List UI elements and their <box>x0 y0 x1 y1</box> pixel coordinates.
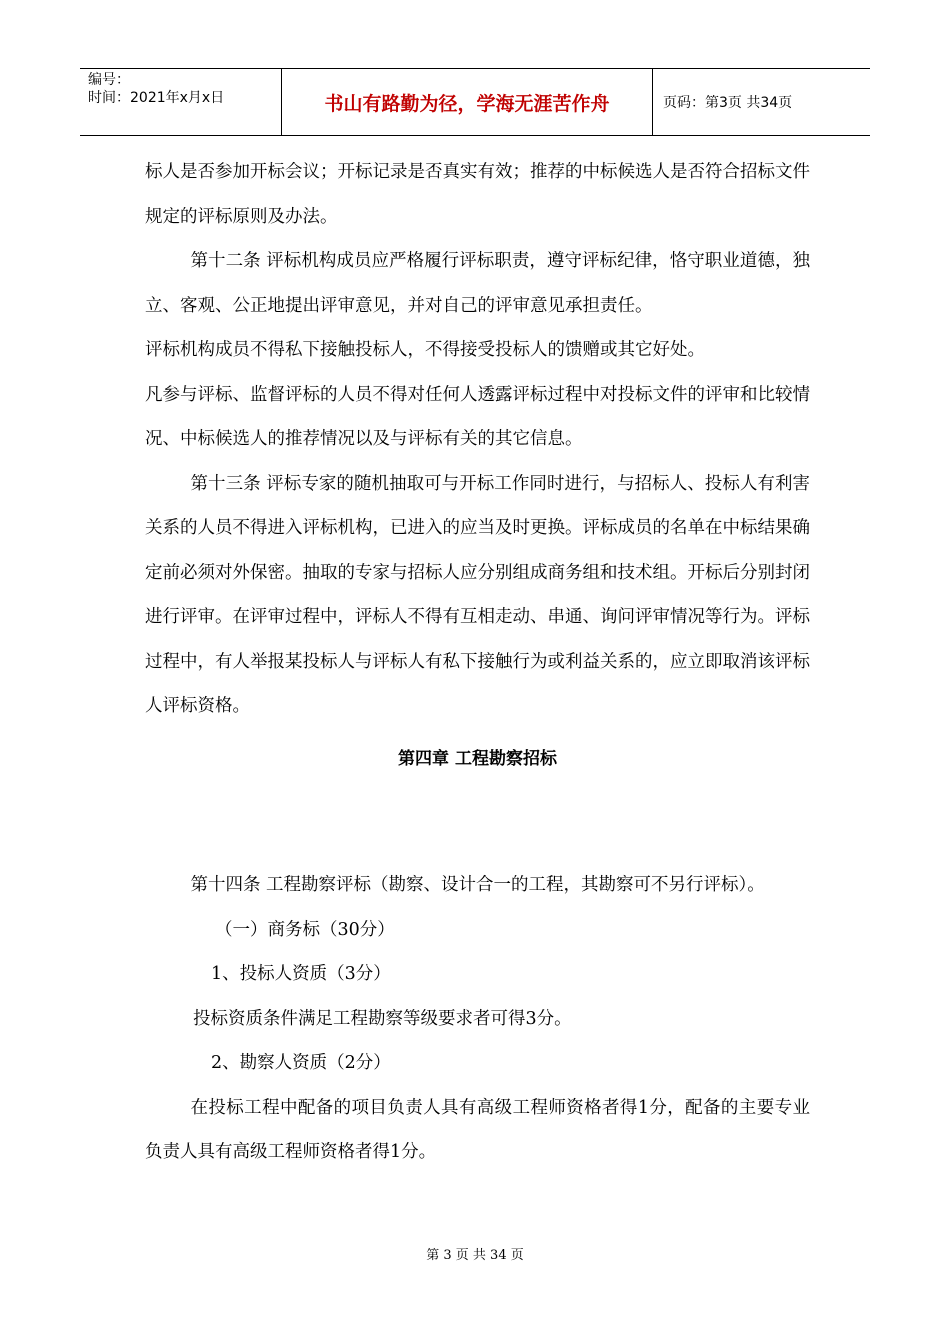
paragraph-article12: 第十二条 评标机构成员应严格履行评标职责，遵守评标纪律，恪守职业道德，独立、客观、公正地提出评审意见，并对自己的评审意见承担责任。 <box>145 251 810 316</box>
header-page-info: 页码：第3页 共34页 <box>663 95 793 111</box>
business-section-title: （一）商务标（30分） <box>215 919 395 940</box>
paragraph-article14: 第十四条 工程勘察评标（勘察、设计合一的工程，其勘察可不另行评标）。 <box>190 875 765 895</box>
paragraph-3: 评标机构成员不得私下接触投标人，不得接受投标人的馈赠或其它好处。 <box>145 340 705 360</box>
header-motto: 书山有路勤为径，学海无涯苦作舟 <box>282 69 653 135</box>
chapter-title: 第四章 工程勘察招标 <box>398 748 557 769</box>
number-label: 编号： <box>88 72 130 88</box>
page-footer: 第 3 页 共 34 页 <box>426 1248 524 1263</box>
page-header <box>80 68 870 136</box>
header-meta <box>80 69 282 135</box>
paragraph-1: 标人是否参加开标会议；开标记录是否真实有效；推荐的中标候选人是否符合招标文件规定的评标原则及办法。 <box>145 162 810 227</box>
item1-title: 1、投标人资质（3分） <box>211 964 391 984</box>
item2-title: 2、勘察人资质（2分） <box>211 1053 391 1073</box>
paragraph-article13: 第十三条 评标专家的随机抽取可与开标工作同时进行，与招标人、投标人有利害关系的人员不得进入评标机构，已进入的应当及时更换。评标成员的名单在中标结果确定前必须对外保密。抽取的专家与招标人应分别组成商务组和技术组。开标后分别封闭进行评审。在评审过程中，评标人不得有互相走动、串通、询问评审情况等行为。评标过程中，有人举报某投标人与评标人有私下接触行为或利益关系的，应立即取消该评标人评标资格。 <box>145 473 810 716</box>
item2-text: 在投标工程中配备的项目负责人具有高级工程师资格者得1分，配备的主要专业负责人具有高级工程师资格者得1分。 <box>145 1097 810 1162</box>
item1-text: 投标资质条件满足工程勘察等级要求者可得3分。 <box>193 1008 572 1029</box>
paragraph-4: 凡参与评标、监督评标的人员不得对任何人透露评标过程中对投标文件的评审和比较情况、中标候选人的推荐情况以及与评标有关的其它信息。 <box>145 384 810 449</box>
time-label: 时间：2021年x月x日 <box>88 90 225 106</box>
document-body <box>145 150 810 1175</box>
